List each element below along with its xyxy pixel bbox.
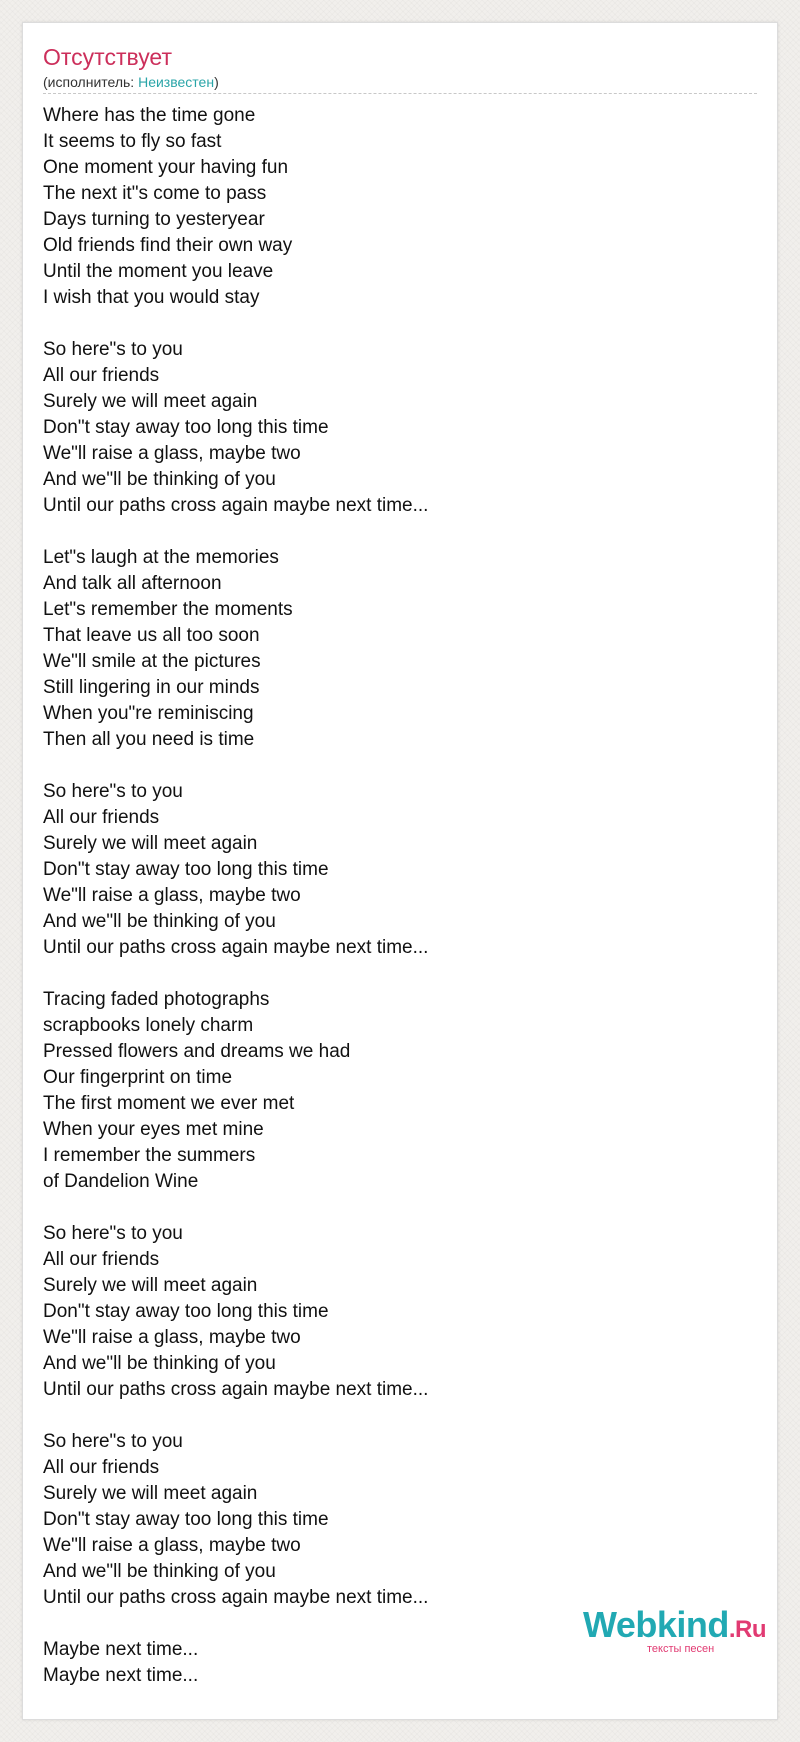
- lyric-line: So here"s to you: [43, 781, 183, 802]
- lyric-line: Let"s laugh at the memories: [43, 547, 279, 568]
- lyric-line: Surely we will meet again: [43, 391, 258, 412]
- lyric-line: Don"t stay away too long this time: [43, 417, 329, 438]
- lyric-line: We"ll raise a glass, maybe two: [43, 1535, 301, 1556]
- lyric-line: Maybe next time...: [43, 1665, 199, 1686]
- lyric-line: The next it"s come to pass: [43, 183, 267, 204]
- lyric-line: Don"t stay away too long this time: [43, 1509, 329, 1530]
- lyric-line: When you"re reminiscing: [43, 703, 254, 724]
- stanza-break: [43, 961, 743, 987]
- lyric-line: Where has the time gone: [43, 105, 256, 126]
- lyric-line: That leave us all too soon: [43, 625, 260, 646]
- lyric-line: The first moment we ever met: [43, 1093, 295, 1114]
- lyric-line: of Dandelion Wine: [43, 1171, 199, 1192]
- lyric-line: And we"ll be thinking of you: [43, 469, 276, 490]
- lyrics-card: [22, 22, 778, 1720]
- lyric-line: One moment your having fun: [43, 157, 289, 178]
- lyric-line: Until our paths cross again maybe next time...: [43, 1587, 429, 1608]
- lyric-line: We"ll raise a glass, maybe two: [43, 1327, 301, 1348]
- lyric-line: Days turning to yesteryear: [43, 209, 265, 230]
- lyric-line: All our friends: [43, 807, 160, 828]
- lyric-line: We"ll raise a glass, maybe two: [43, 443, 301, 464]
- artist-link[interactable]: Неизвестен: [138, 74, 215, 90]
- lyric-line: Then all you need is time: [43, 729, 255, 750]
- lyric-line: Let"s remember the moments: [43, 599, 293, 620]
- lyric-line: All our friends: [43, 1457, 160, 1478]
- lyric-line: I wish that you would stay: [43, 287, 260, 308]
- artist-line: [43, 73, 219, 91]
- lyrics-text: [43, 103, 743, 1689]
- lyric-line: We"ll smile at the pictures: [43, 651, 261, 672]
- dashed-divider: [43, 93, 757, 94]
- stanza-break: [43, 1403, 743, 1429]
- lyric-line: Don"t stay away too long this time: [43, 859, 329, 880]
- lyric-line: Tracing faded photographs: [43, 989, 270, 1010]
- lyric-line: scrapbooks lonely charm: [43, 1015, 254, 1036]
- stanza-break: [43, 1195, 743, 1221]
- lyric-line: It seems to fly so fast: [43, 131, 222, 152]
- lyric-line: Until our paths cross again maybe next time...: [43, 1379, 429, 1400]
- webkind-logo[interactable]: [583, 1603, 767, 1667]
- lyric-line: And talk all afternoon: [43, 573, 222, 594]
- logo-tld: .Ru: [728, 1616, 767, 1643]
- lyric-line: Don"t stay away too long this time: [43, 1301, 329, 1322]
- lyric-line: Until our paths cross again maybe next time...: [43, 937, 429, 958]
- lyric-line: Maybe next time...: [43, 1639, 199, 1660]
- lyric-line: Surely we will meet again: [43, 1275, 258, 1296]
- stanza-break: [43, 311, 743, 337]
- logo-tagline: тексты песен: [647, 1643, 715, 1655]
- artist-suffix: ): [214, 74, 219, 90]
- lyric-line: We"ll raise a glass, maybe two: [43, 885, 301, 906]
- lyric-line: Pressed flowers and dreams we had: [43, 1041, 351, 1062]
- lyric-line: Surely we will meet again: [43, 833, 258, 854]
- lyric-line: Until the moment you leave: [43, 261, 274, 282]
- lyric-line: All our friends: [43, 365, 160, 386]
- lyric-line: Surely we will meet again: [43, 1483, 258, 1504]
- lyric-line: And we"ll be thinking of you: [43, 1561, 276, 1582]
- logo-name: Webkind: [583, 1604, 729, 1645]
- lyric-line: I remember the summers: [43, 1145, 256, 1166]
- lyric-line: All our friends: [43, 1249, 160, 1270]
- stanza-break: [43, 753, 743, 779]
- song-title: Отсутствует: [43, 44, 172, 70]
- lyric-line: When your eyes met mine: [43, 1119, 264, 1140]
- lyric-line: So here"s to you: [43, 1431, 183, 1452]
- artist-prefix: (исполнитель:: [43, 74, 139, 90]
- lyric-line: And we"ll be thinking of you: [43, 911, 276, 932]
- lyric-line: So here"s to you: [43, 339, 183, 360]
- lyric-line: Old friends find their own way: [43, 235, 293, 256]
- lyric-line: Until our paths cross again maybe next time...: [43, 495, 429, 516]
- lyric-line: Our fingerprint on time: [43, 1067, 233, 1088]
- lyric-line: And we"ll be thinking of you: [43, 1353, 276, 1374]
- lyric-line: Still lingering in our minds: [43, 677, 260, 698]
- stanza-break: [43, 519, 743, 545]
- lyric-line: So here"s to you: [43, 1223, 183, 1244]
